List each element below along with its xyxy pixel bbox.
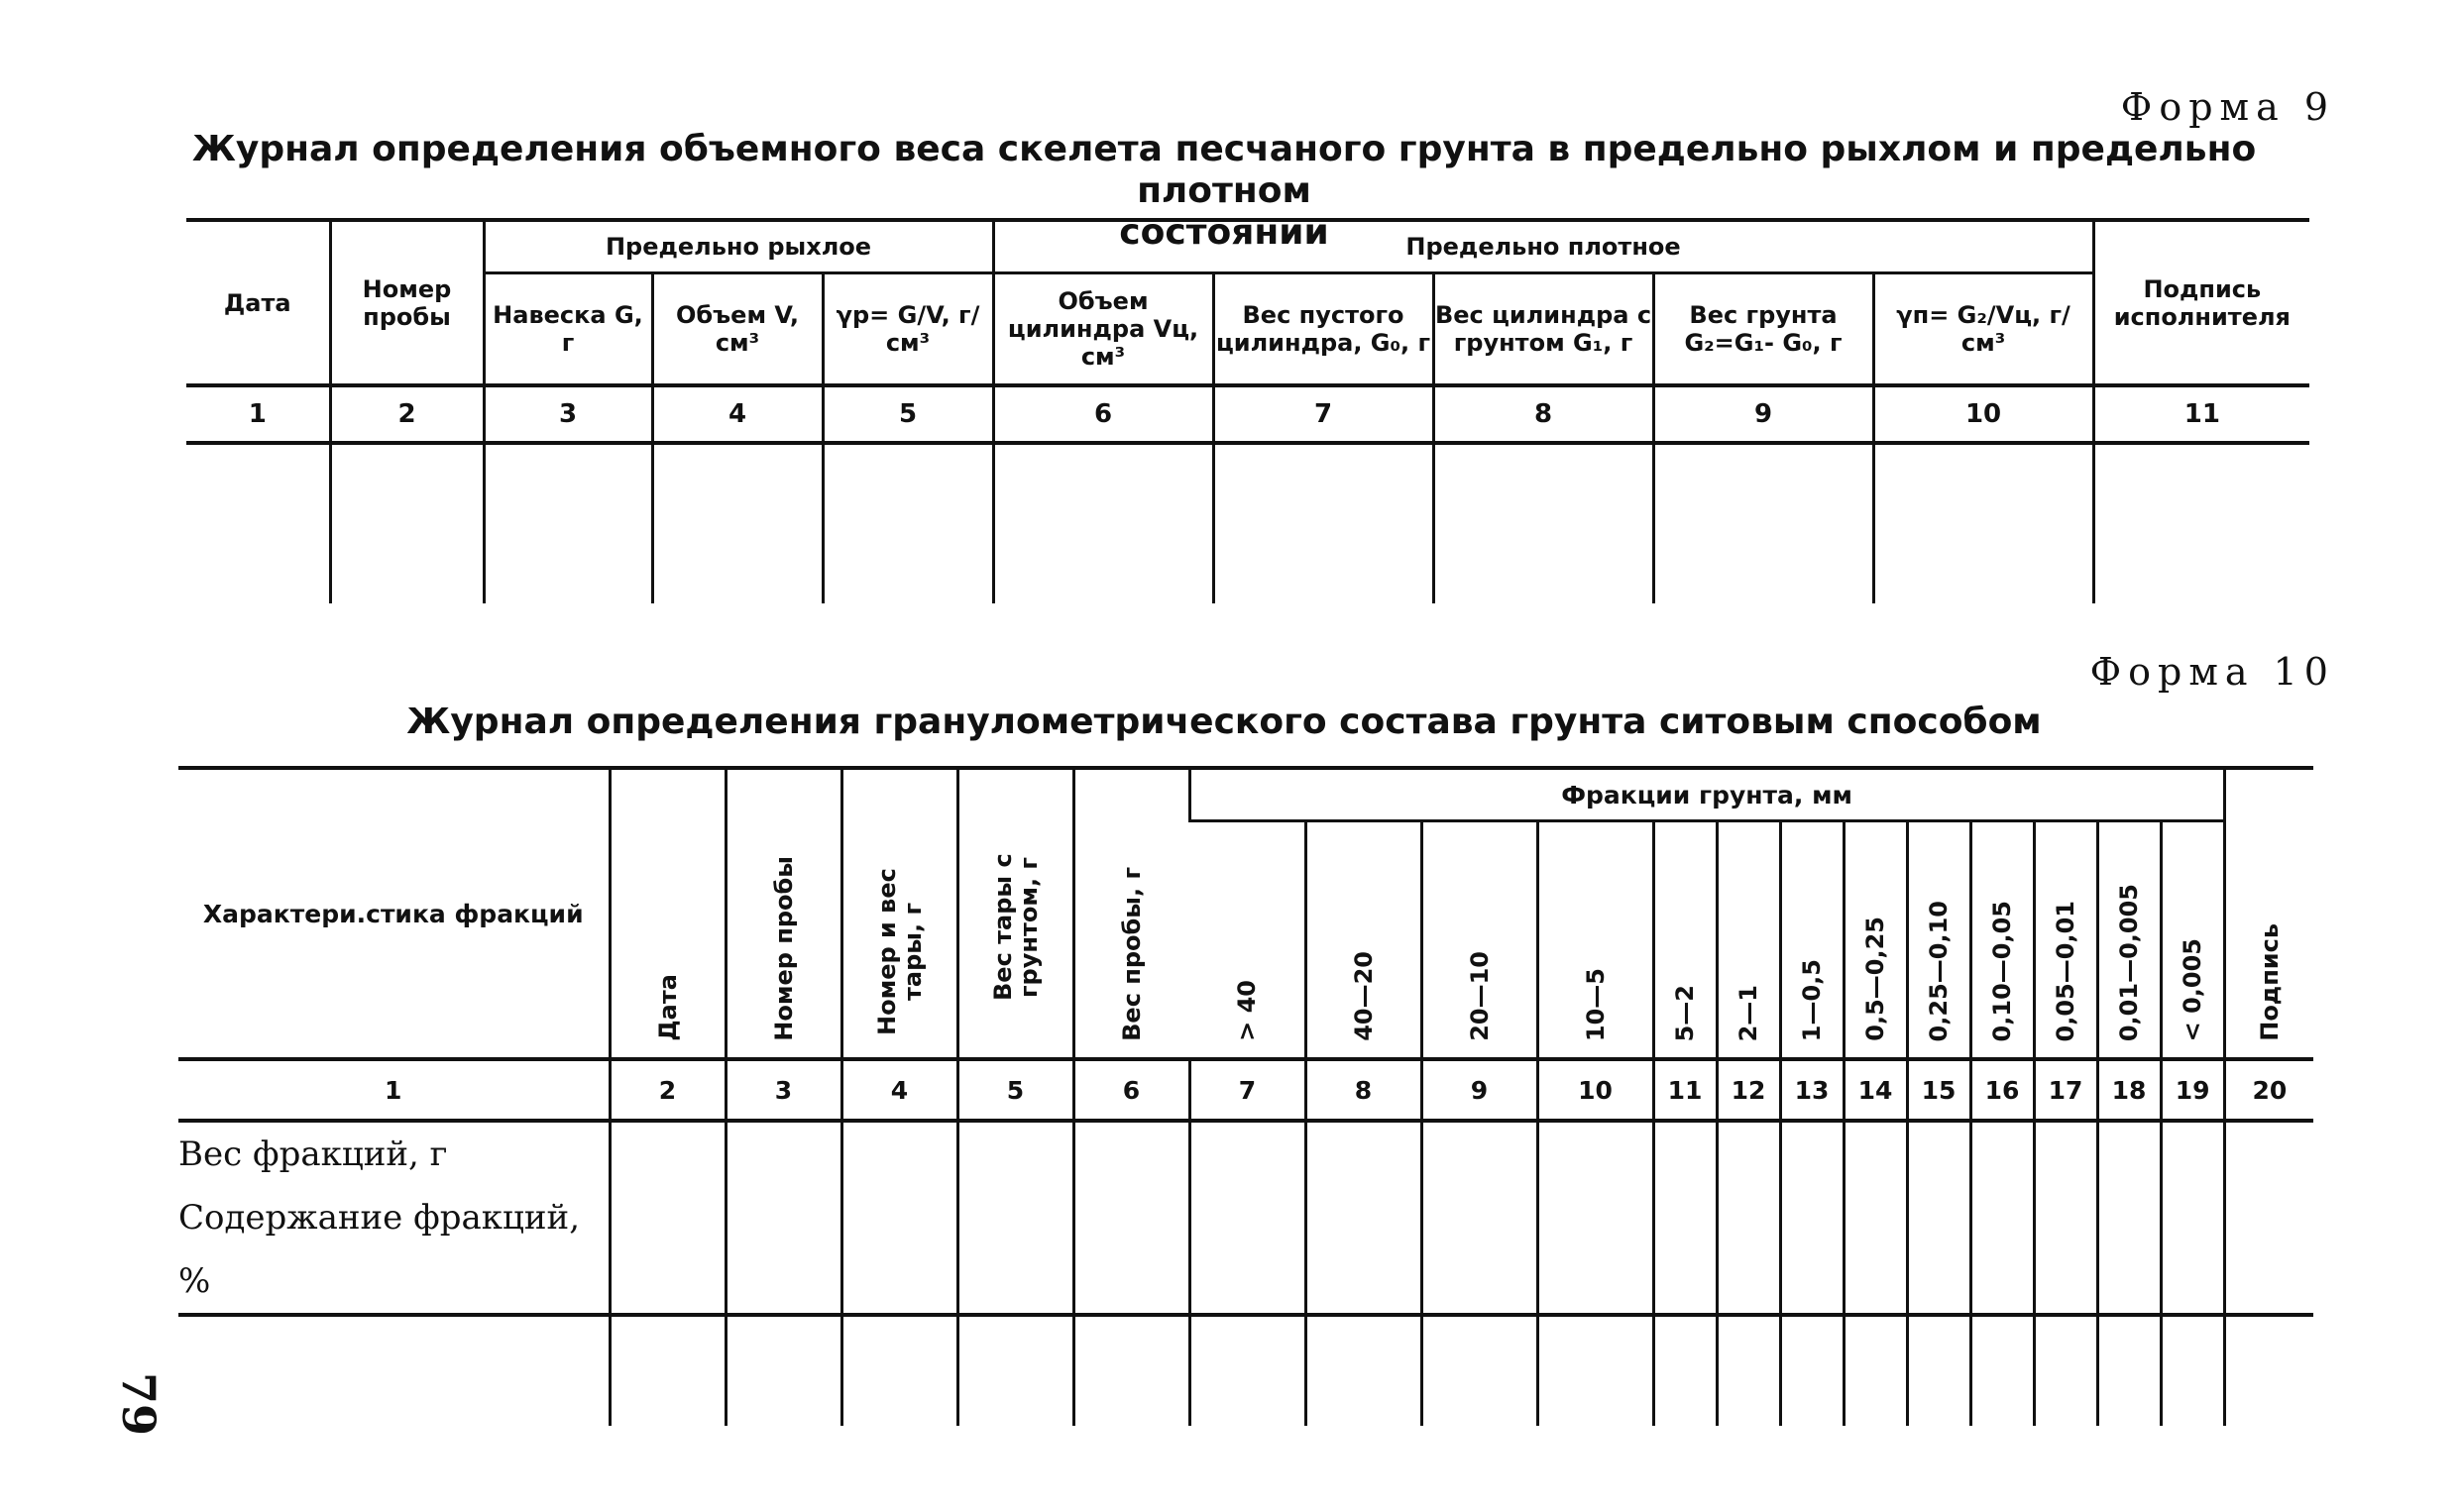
col-number: 6: [1073, 1059, 1189, 1121]
fraction-header: 2—1: [1717, 821, 1780, 1060]
col-number: 18: [2097, 1059, 2161, 1121]
data-cell[interactable]: [1421, 1121, 1537, 1315]
form10-title: Журнал определения гранулометрического состава грунта ситовым способом: [406, 702, 2042, 742]
row-label-weight: Вес фракций, г: [178, 1134, 448, 1174]
fraction-header: 20—10: [1421, 821, 1537, 1060]
data-cell[interactable]: [1213, 443, 1433, 603]
col-weight-header: Навеска G, г: [484, 273, 652, 386]
col-signature-header: Подпись исполнителя: [2093, 220, 2309, 385]
col-volume-header: Объем V, см³: [652, 273, 823, 386]
col-sample-weight-header: Вес пробы, г: [1073, 768, 1189, 1059]
col-number: 11: [2093, 385, 2309, 443]
fraction-header: 10—5: [1537, 821, 1653, 1060]
col-gamma-p-header: γр= G/V, г/см³: [823, 273, 993, 386]
col-empty-cyl-header: Вес пустого цилиндра, G₀, г: [1213, 273, 1433, 386]
data-cell[interactable]: [1780, 1121, 1844, 1315]
col-number: 4: [841, 1059, 957, 1121]
col-cyl-soil-header: Вес цилиндра с грунтом G₁, г: [1433, 273, 1653, 386]
data-cell[interactable]: [1305, 1121, 1421, 1315]
col-number: 11: [1653, 1059, 1717, 1121]
col-number: 2: [330, 385, 484, 443]
data-cell[interactable]: [726, 1315, 841, 1426]
col-date-header: Дата: [186, 220, 330, 385]
col-number: 19: [2161, 1059, 2224, 1121]
fraction-header: 40—20: [1305, 821, 1421, 1060]
col-number: 8: [1305, 1059, 1421, 1121]
col-gamma-n-header: γп= G₂/Vц, г/см³: [1873, 273, 2093, 386]
col-number: 14: [1844, 1059, 1907, 1121]
fraction-header: 5—2: [1653, 821, 1717, 1060]
data-cell[interactable]: [1844, 1315, 1907, 1426]
col-sample-header: Номер пробы: [726, 768, 841, 1059]
data-cell[interactable]: [2224, 1315, 2313, 1426]
data-cell[interactable]: [1873, 443, 2093, 603]
data-cell[interactable]: [1189, 1315, 1305, 1426]
data-cell[interactable]: [1421, 1315, 1537, 1426]
fraction-header: 1—0,5: [1780, 821, 1844, 1060]
fraction-header: 0,05—0,01: [2034, 821, 2097, 1060]
data-cell[interactable]: [2034, 1315, 2097, 1426]
col-tare-soil-header: Вес тары с грунтом, г: [957, 768, 1073, 1059]
col-number: 7: [1213, 385, 1433, 443]
data-cell[interactable]: [484, 443, 652, 603]
col-number: 10: [1537, 1059, 1653, 1121]
data-cell[interactable]: [823, 443, 993, 603]
form10-table: [178, 766, 2313, 1426]
col-number: 9: [1421, 1059, 1537, 1121]
data-cell[interactable]: [1537, 1121, 1653, 1315]
col-number: 13: [1780, 1059, 1844, 1121]
col-number: 2: [610, 1059, 726, 1121]
data-cell[interactable]: [1189, 1121, 1305, 1315]
data-cell[interactable]: [1907, 1121, 1970, 1315]
data-cell[interactable]: [841, 1121, 957, 1315]
col-number: 20: [2224, 1059, 2313, 1121]
data-cell[interactable]: [841, 1315, 957, 1426]
data-cell[interactable]: [2093, 443, 2309, 603]
col-number: 3: [726, 1059, 841, 1121]
fraction-header: < 0,005: [2161, 821, 2224, 1060]
data-cell[interactable]: [1433, 443, 1653, 603]
data-cell[interactable]: [1653, 443, 1873, 603]
form9-title-line2: состоянии: [1119, 212, 1329, 253]
data-cell[interactable]: [1717, 1315, 1780, 1426]
col-number: 1: [186, 385, 330, 443]
col-number: 15: [1907, 1059, 1970, 1121]
col-number: 7: [1189, 1059, 1305, 1121]
col-soil-weight-header: Вес грунта G₂=G₁- G₀, г: [1653, 273, 1873, 386]
col-number: 3: [484, 385, 652, 443]
fraction-header: 0,10—0,05: [1970, 821, 2034, 1060]
fraction-header: 0,01—0,005: [2097, 821, 2161, 1060]
data-cell[interactable]: [2097, 1315, 2161, 1426]
col-number: 1: [178, 1059, 610, 1121]
form9-table: [186, 218, 2309, 603]
col-characteristic-header: Характери.стика фракций: [178, 768, 610, 1059]
group-fractions-header: Фракции грунта, мм: [1189, 768, 2224, 821]
col-number: 10: [1873, 385, 2093, 443]
data-cell[interactable]: [1073, 1121, 1189, 1315]
form9-label: Форма 9: [2120, 85, 2335, 129]
data-cell[interactable]: [957, 1121, 1073, 1315]
col-number: 9: [1653, 385, 1873, 443]
data-cell[interactable]: [726, 1121, 841, 1315]
col-number: 5: [957, 1059, 1073, 1121]
data-cell[interactable]: [957, 1315, 1073, 1426]
fraction-header: > 40: [1232, 980, 1261, 1041]
data-cell[interactable]: [1780, 1315, 1844, 1426]
data-cell[interactable]: [1073, 1315, 1189, 1426]
col-signature-header: Подпись: [2224, 768, 2313, 1059]
data-cell[interactable]: [1305, 1315, 1421, 1426]
fraction-header: 0,5—0,25: [1844, 821, 1907, 1060]
data-cell[interactable]: [610, 1121, 726, 1315]
row-labels: [178, 1121, 610, 1315]
col-number: 17: [2034, 1059, 2097, 1121]
data-cell[interactable]: [993, 443, 1213, 603]
group-dense-header: Предельно плотное: [993, 220, 2093, 273]
col-cyl-volume-header: Объем цилиндра Vц, см³: [993, 273, 1213, 386]
data-cell[interactable]: [610, 1315, 726, 1426]
data-cell[interactable]: [1717, 1121, 1780, 1315]
data-cell[interactable]: [2161, 1315, 2224, 1426]
fraction-header: 0,25—0,10: [1907, 821, 1970, 1060]
col-number: 4: [652, 385, 823, 443]
data-cell[interactable]: [2161, 1121, 2224, 1315]
col-number: 12: [1717, 1059, 1780, 1121]
col-number: 5: [823, 385, 993, 443]
data-cell[interactable]: [652, 443, 823, 603]
data-cell[interactable]: [2034, 1121, 2097, 1315]
data-cell[interactable]: [1653, 1121, 1717, 1315]
col-sample-header: Номер пробы: [330, 220, 484, 385]
col-date-header: Дата: [610, 768, 726, 1059]
col-number: 6: [993, 385, 1213, 443]
col-number: 8: [1433, 385, 1653, 443]
data-cell[interactable]: [1907, 1315, 1970, 1426]
data-cell[interactable]: [1970, 1121, 2034, 1315]
data-cell[interactable]: [186, 443, 330, 603]
data-cell[interactable]: [1537, 1315, 1653, 1426]
group-loose-header: Предельно рыхлое: [484, 220, 993, 273]
col-tare-header: Номер и вес тары, г: [841, 768, 957, 1059]
data-cell[interactable]: [330, 443, 484, 603]
row-label-content: Содержание фракций, %: [178, 1198, 580, 1301]
data-cell[interactable]: [2097, 1121, 2161, 1315]
col-number: 16: [1970, 1059, 2034, 1121]
data-cell[interactable]: [1970, 1315, 2034, 1426]
page-number: 79: [112, 1371, 167, 1437]
form9-title-line1: Журнал определения объемного веса скелета песчаного грунта в предельно рыхлом и предельно плотном: [191, 129, 2257, 211]
data-cell[interactable]: [1653, 1315, 1717, 1426]
form10-label: Форма 10: [2089, 650, 2335, 694]
data-cell[interactable]: [2224, 1121, 2313, 1315]
data-cell[interactable]: [178, 1315, 610, 1426]
data-cell[interactable]: [1844, 1121, 1907, 1315]
